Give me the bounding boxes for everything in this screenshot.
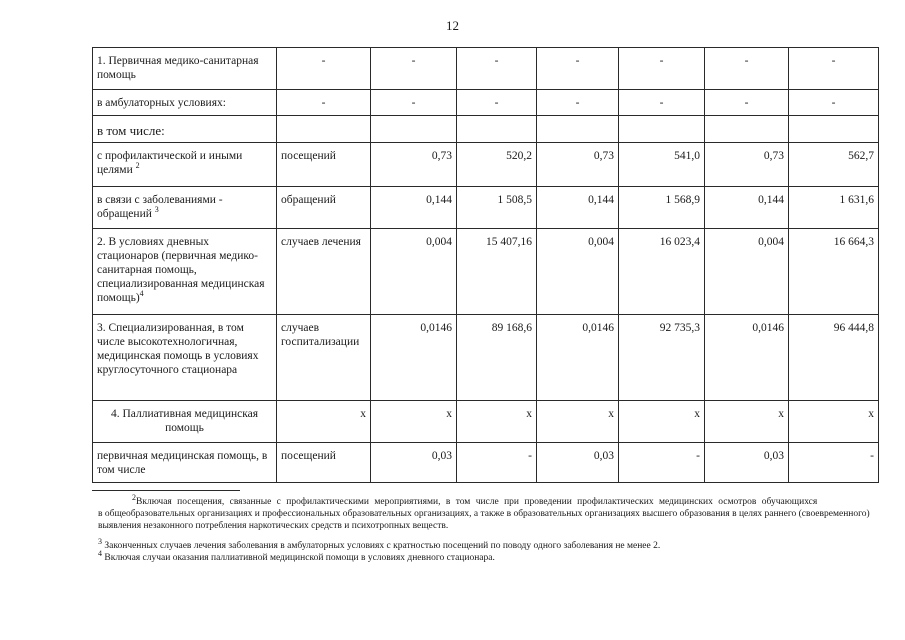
unit-cell: посещений: [277, 143, 371, 187]
table-row: [93, 401, 879, 443]
table-row: [93, 443, 879, 483]
table-cell: -: [619, 48, 705, 90]
table-cell: -: [371, 48, 457, 90]
table-cell: 0,73: [371, 143, 457, 187]
table-cell: [277, 116, 371, 143]
footnote-2-cont: в общеобразовательных организациях и профессиональных образовательных организациях, а также в образовательных организациях высшего образования в целях раннего (своевременного) выявления незаконного потребления наркотических средств и психотропных веществ.: [98, 509, 870, 531]
table-cell: х: [705, 401, 789, 443]
table-cell: -: [619, 90, 705, 116]
table-cell: -: [457, 443, 537, 483]
table-cell: х: [371, 401, 457, 443]
table-cell: х: [789, 401, 879, 443]
table-cell: -: [277, 48, 371, 90]
table-cell: -: [619, 443, 705, 483]
table-cell: 0,03: [537, 443, 619, 483]
row-label: [93, 229, 277, 315]
table-cell: -: [457, 48, 537, 90]
table-cell: х: [619, 401, 705, 443]
table-cell: -: [789, 443, 879, 483]
footnote-ref: 3: [154, 205, 159, 215]
table-cell: 0,03: [705, 443, 789, 483]
table-cell: 0,0146: [371, 315, 457, 401]
table-cell: 16 023,4: [619, 229, 705, 315]
table-cell: 0,73: [537, 143, 619, 187]
footnote-ref: 2: [135, 161, 140, 171]
table-cell: -: [277, 90, 371, 116]
row-label: 3. Специализированная, в том числе высокотехнологичная, медицинская помощь в условиях круглосуточного стационара: [93, 315, 277, 401]
table-cell: -: [537, 90, 619, 116]
table-cell: 1 568,9: [619, 187, 705, 229]
row-label-text: 2. В условиях дневных стационаров (первичная медико-санитарная помощь, специализированная медицинская помощь): [97, 236, 265, 304]
row-label: первичная медицинская помощь, в том числе: [93, 443, 277, 483]
table-cell: 541,0: [619, 143, 705, 187]
table-cell: -: [705, 90, 789, 116]
footnote-marker: 3: [98, 536, 102, 546]
table-cell: [789, 116, 879, 143]
table-cell: -: [789, 90, 879, 116]
table-cell: [537, 116, 619, 143]
footnote-2-line1: Включая посещения, связанные с профилактическими мероприятиями, в том числе при проведении профилактических медицинских осмотров обучающихся: [136, 497, 818, 507]
table-cell: [619, 116, 705, 143]
footnote-4: [98, 548, 878, 564]
row-label: в амбулаторных условиях:: [93, 90, 277, 116]
table-cell: х: [457, 401, 537, 443]
table-cell: 0,144: [371, 187, 457, 229]
table-cell: 0,0146: [705, 315, 789, 401]
table-cell: -: [705, 48, 789, 90]
table-row: [93, 315, 879, 401]
unit-cell: случаев госпитализации: [277, 315, 371, 401]
footnote-ref: 4: [139, 289, 144, 299]
footnote-3-text: Законченных случаев лечения заболевания в амбулаторных условиях с кратностью посещений по поводу одного заболевания не менее 2.: [104, 541, 661, 551]
table-cell: 520,2: [457, 143, 537, 187]
table-cell: 16 664,3: [789, 229, 879, 315]
footnote-3: [98, 536, 878, 552]
table-cell: -: [371, 90, 457, 116]
table-cell: -: [537, 48, 619, 90]
table-cell: -: [457, 90, 537, 116]
table-cell: 0,03: [371, 443, 457, 483]
table-cell: [705, 116, 789, 143]
table-row: [93, 143, 879, 187]
table-row: [93, 116, 879, 143]
table-cell: 0,0146: [537, 315, 619, 401]
footnote-2: [98, 492, 878, 508]
table-cell: 0,004: [371, 229, 457, 315]
footnote-marker: 2: [132, 492, 136, 502]
unit-cell: обращений: [277, 187, 371, 229]
row-label: [93, 187, 277, 229]
footnote-4-text: Включая случаи оказания паллиативной медицинской помощи в условиях дневного стационара.: [104, 553, 495, 563]
footnotes: [98, 492, 878, 564]
unit-cell: случаев лечения: [277, 229, 371, 315]
table-row: [93, 229, 879, 315]
footnote-divider: [92, 490, 240, 491]
table-cell: [457, 116, 537, 143]
table-row: [93, 90, 879, 116]
table-cell: 15 407,16: [457, 229, 537, 315]
row-label-text: в связи с заболеваниями - обращений: [97, 194, 223, 220]
row-label: 1. Первичная медико-санитарная помощь: [93, 48, 277, 90]
table-cell: 0,144: [537, 187, 619, 229]
unit-cell: посещений: [277, 443, 371, 483]
table-cell: -: [789, 48, 879, 90]
table-cell: 92 735,3: [619, 315, 705, 401]
table-cell: 562,7: [789, 143, 879, 187]
row-label: 4. Паллиативная медицинская помощь: [93, 401, 277, 443]
table-cell: [371, 116, 457, 143]
table-row: [93, 187, 879, 229]
funding-table: [92, 47, 879, 483]
table-cell: 89 168,6: [457, 315, 537, 401]
table-cell: 96 444,8: [789, 315, 879, 401]
table-cell: 0,144: [705, 187, 789, 229]
table-cell: 0,004: [537, 229, 619, 315]
footnote-marker: 4: [98, 548, 102, 558]
table-row: [93, 48, 879, 90]
row-label: [93, 143, 277, 187]
table-cell: 1 631,6: [789, 187, 879, 229]
table-cell: 0,73: [705, 143, 789, 187]
table-cell: 1 508,5: [457, 187, 537, 229]
row-label: в том числе:: [93, 116, 277, 143]
table-cell: 0,004: [705, 229, 789, 315]
table-cell: х: [537, 401, 619, 443]
row-label-text: с профилактической и иными целями: [97, 150, 243, 176]
unit-cell: х: [277, 401, 371, 443]
page-number: 12: [446, 18, 459, 33]
